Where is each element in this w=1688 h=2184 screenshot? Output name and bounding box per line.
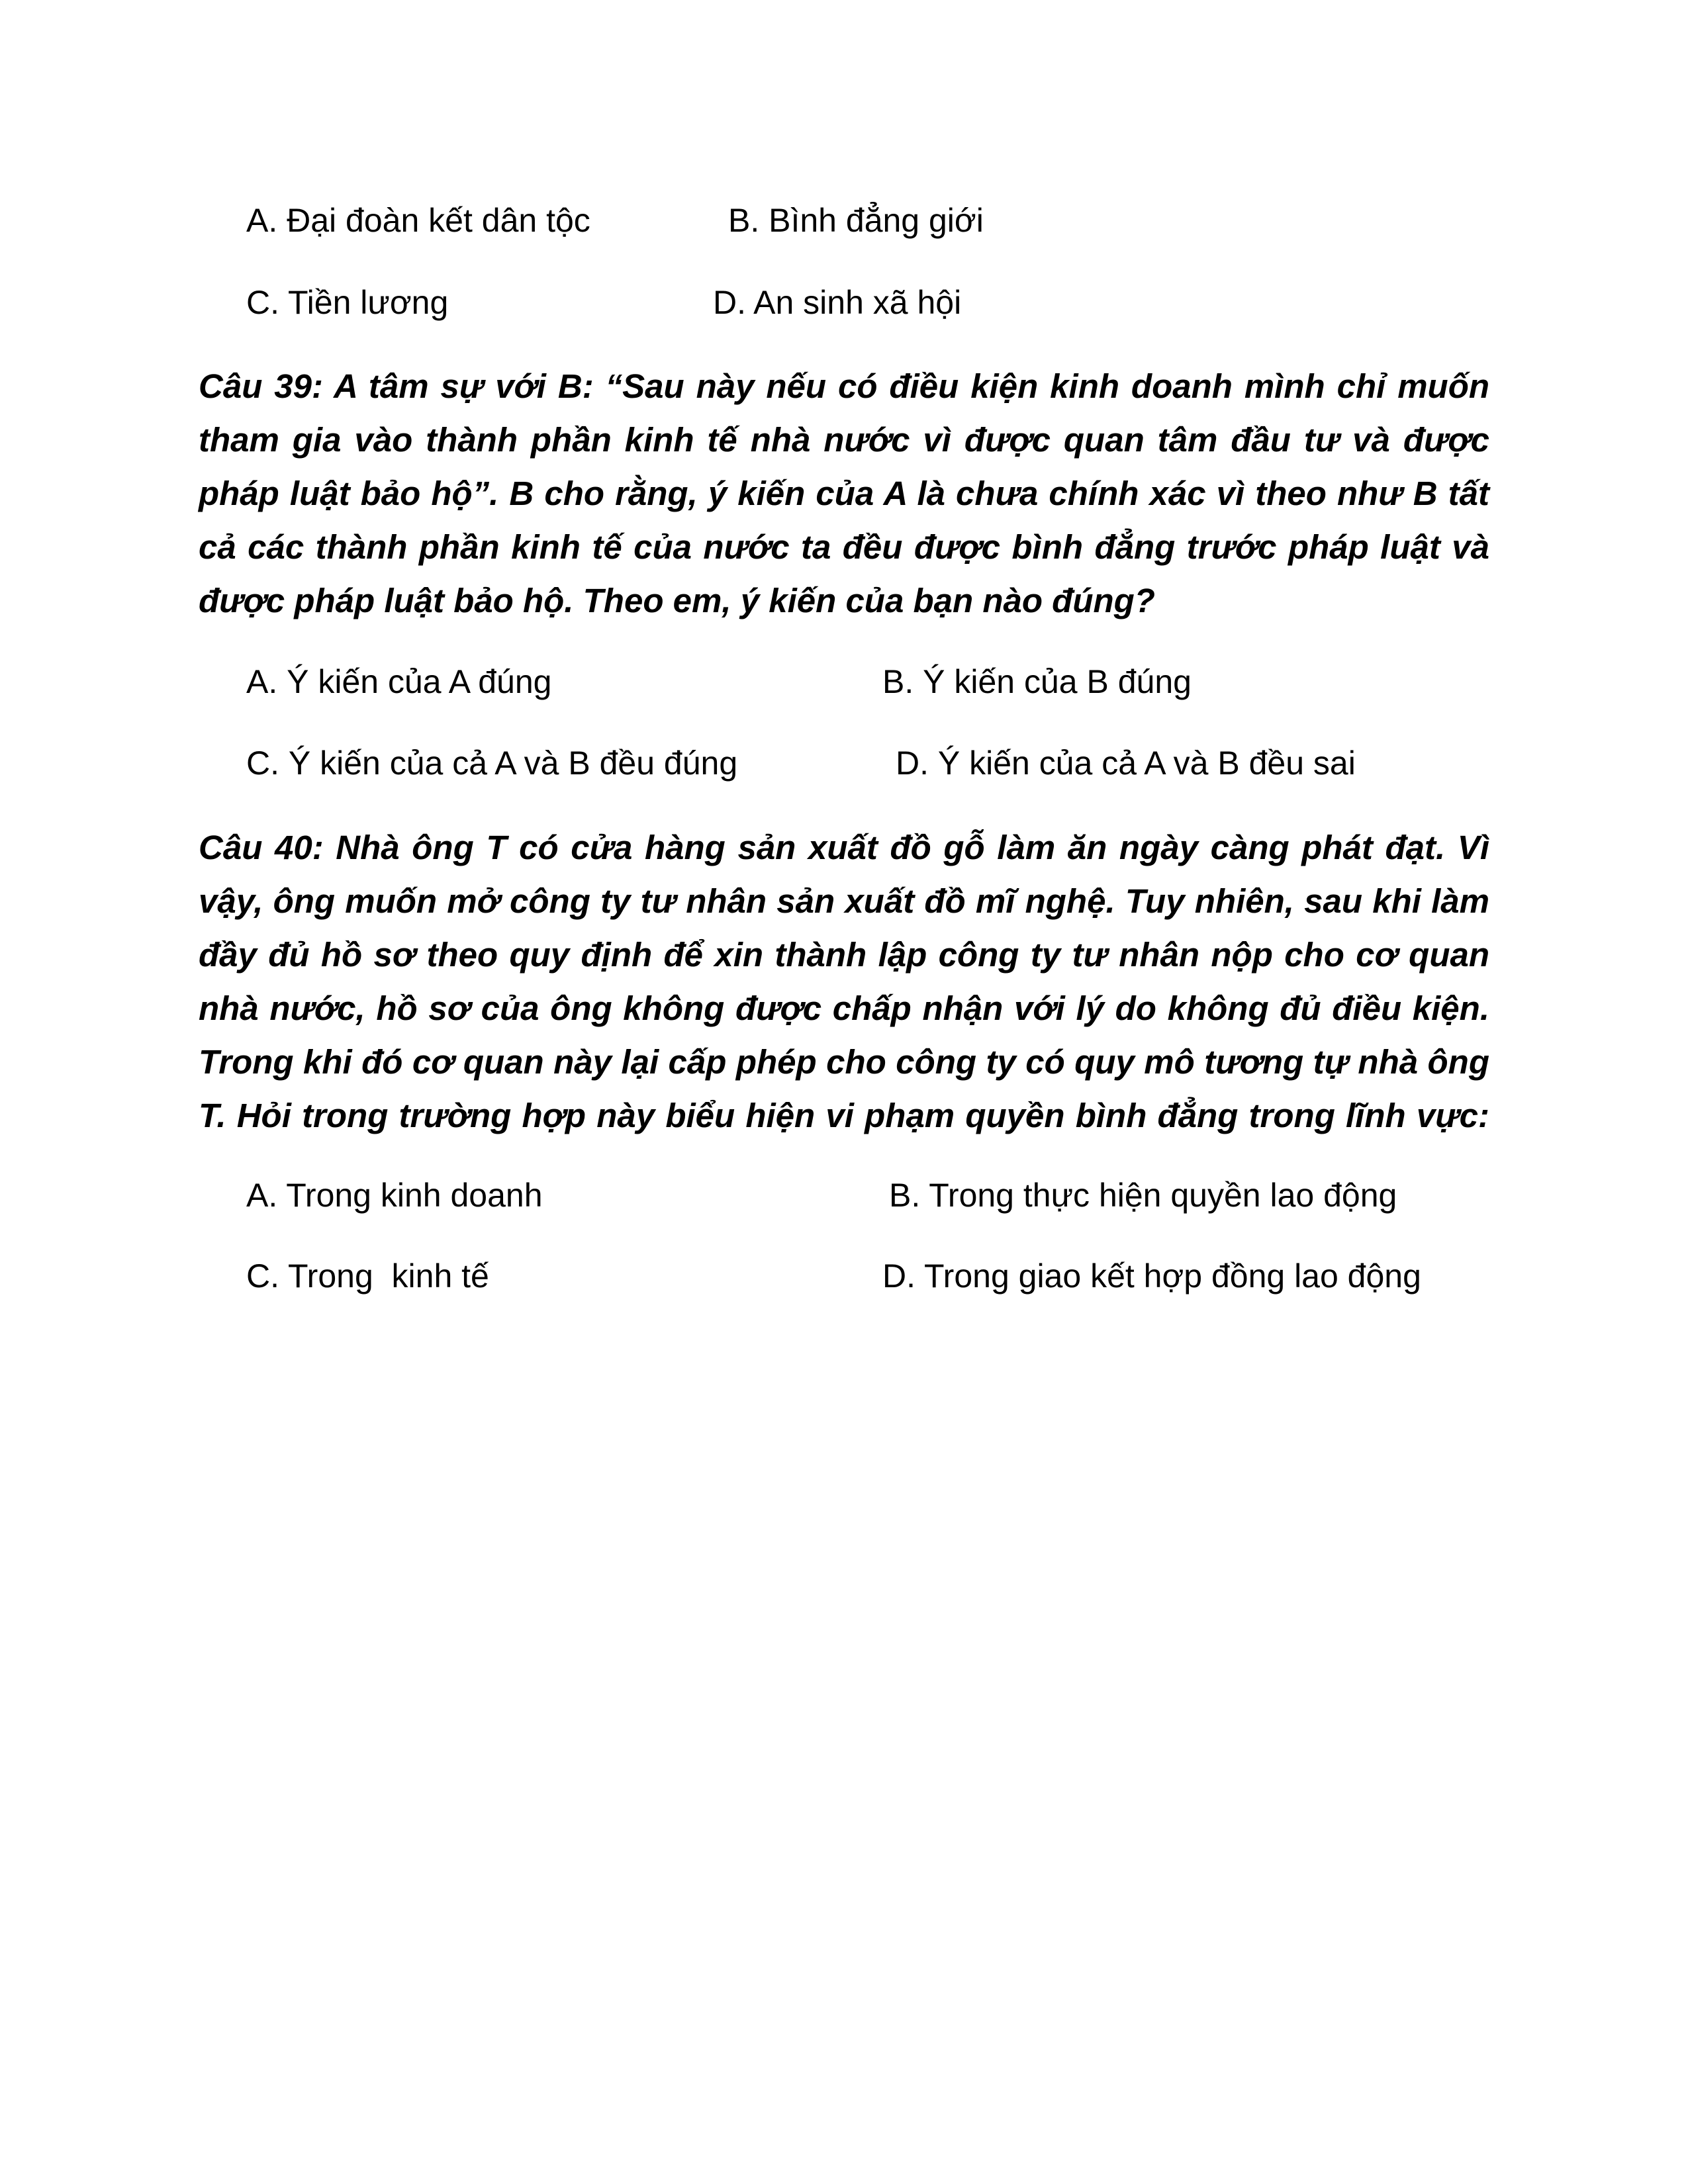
q39-line-4: cả các thành phần kinh tế của nước ta đều được bình đẳng trước pháp luật và — [199, 528, 1489, 566]
q40-line-3: đầy đủ hồ sơ theo quy định để xin thành lập công ty tư nhân nộp cho cơ quan — [199, 936, 1489, 974]
q40-line-2: vậy, ông muốn mở công ty tư nhân sản xuất đồ mĩ nghệ. Tuy nhiên, sau khi làm — [199, 882, 1489, 920]
q40-option-d: D. Trong giao kết hợp đồng lao động — [882, 1257, 1421, 1295]
q39-option-d: D. Ý kiến của cả A và B đều sai — [896, 745, 1356, 782]
q40-option-c: C. Trong kinh tế — [246, 1257, 489, 1295]
q40-line-6: T. Hỏi trong trường hợp này biểu hiện vi phạm quyền bình đẳng trong lĩnh vực: — [199, 1097, 1489, 1134]
q38-option-c: C. Tiền lương — [246, 284, 449, 321]
q39-question — [199, 359, 1489, 627]
q39-line-3: pháp luật bảo hộ”. B cho rằng, ý kiến của A là chưa chính xác vì theo như B tất — [199, 475, 1489, 512]
q38-option-b: B. Bình đẳng giới — [728, 202, 984, 239]
q40-question — [199, 821, 1489, 1142]
q40-line-4: nhà nước, hồ sơ của ông không được chấp nhận với lý do không đủ điều kiện. — [199, 989, 1489, 1027]
q39-option-a: A. Ý kiến của A đúng — [246, 663, 552, 700]
q39-line-5: được pháp luật bảo hộ. Theo em, ý kiến của bạn nào đúng? — [199, 582, 1155, 619]
q39-line-2: tham gia vào thành phần kinh tế nhà nước vì được quan tâm đầu tư và được — [199, 421, 1489, 459]
q39-option-b: B. Ý kiến của B đúng — [882, 663, 1192, 700]
q39-line-1: Câu 39: A tâm sự với B: “Sau này nếu có điều kiện kinh doanh mình chỉ muốn — [199, 367, 1489, 405]
q40-option-a: A. Trong kinh doanh — [246, 1177, 543, 1214]
q38-option-d: D. An sinh xã hội — [713, 284, 962, 321]
q38-option-a: A. Đại đoàn kết dân tộc — [246, 202, 590, 239]
q40-line-1: Câu 40: Nhà ông T có cửa hàng sản xuất đồ gỗ làm ăn ngày càng phát đạt. Vì — [199, 829, 1489, 866]
q40-option-b: B. Trong thực hiện quyền lao động — [889, 1177, 1397, 1214]
q39-option-c: C. Ý kiến của cả A và B đều đúng — [246, 745, 738, 782]
q40-line-5: Trong khi đó cơ quan này lại cấp phép cho công ty có quy mô tương tự nhà ông — [199, 1043, 1489, 1081]
